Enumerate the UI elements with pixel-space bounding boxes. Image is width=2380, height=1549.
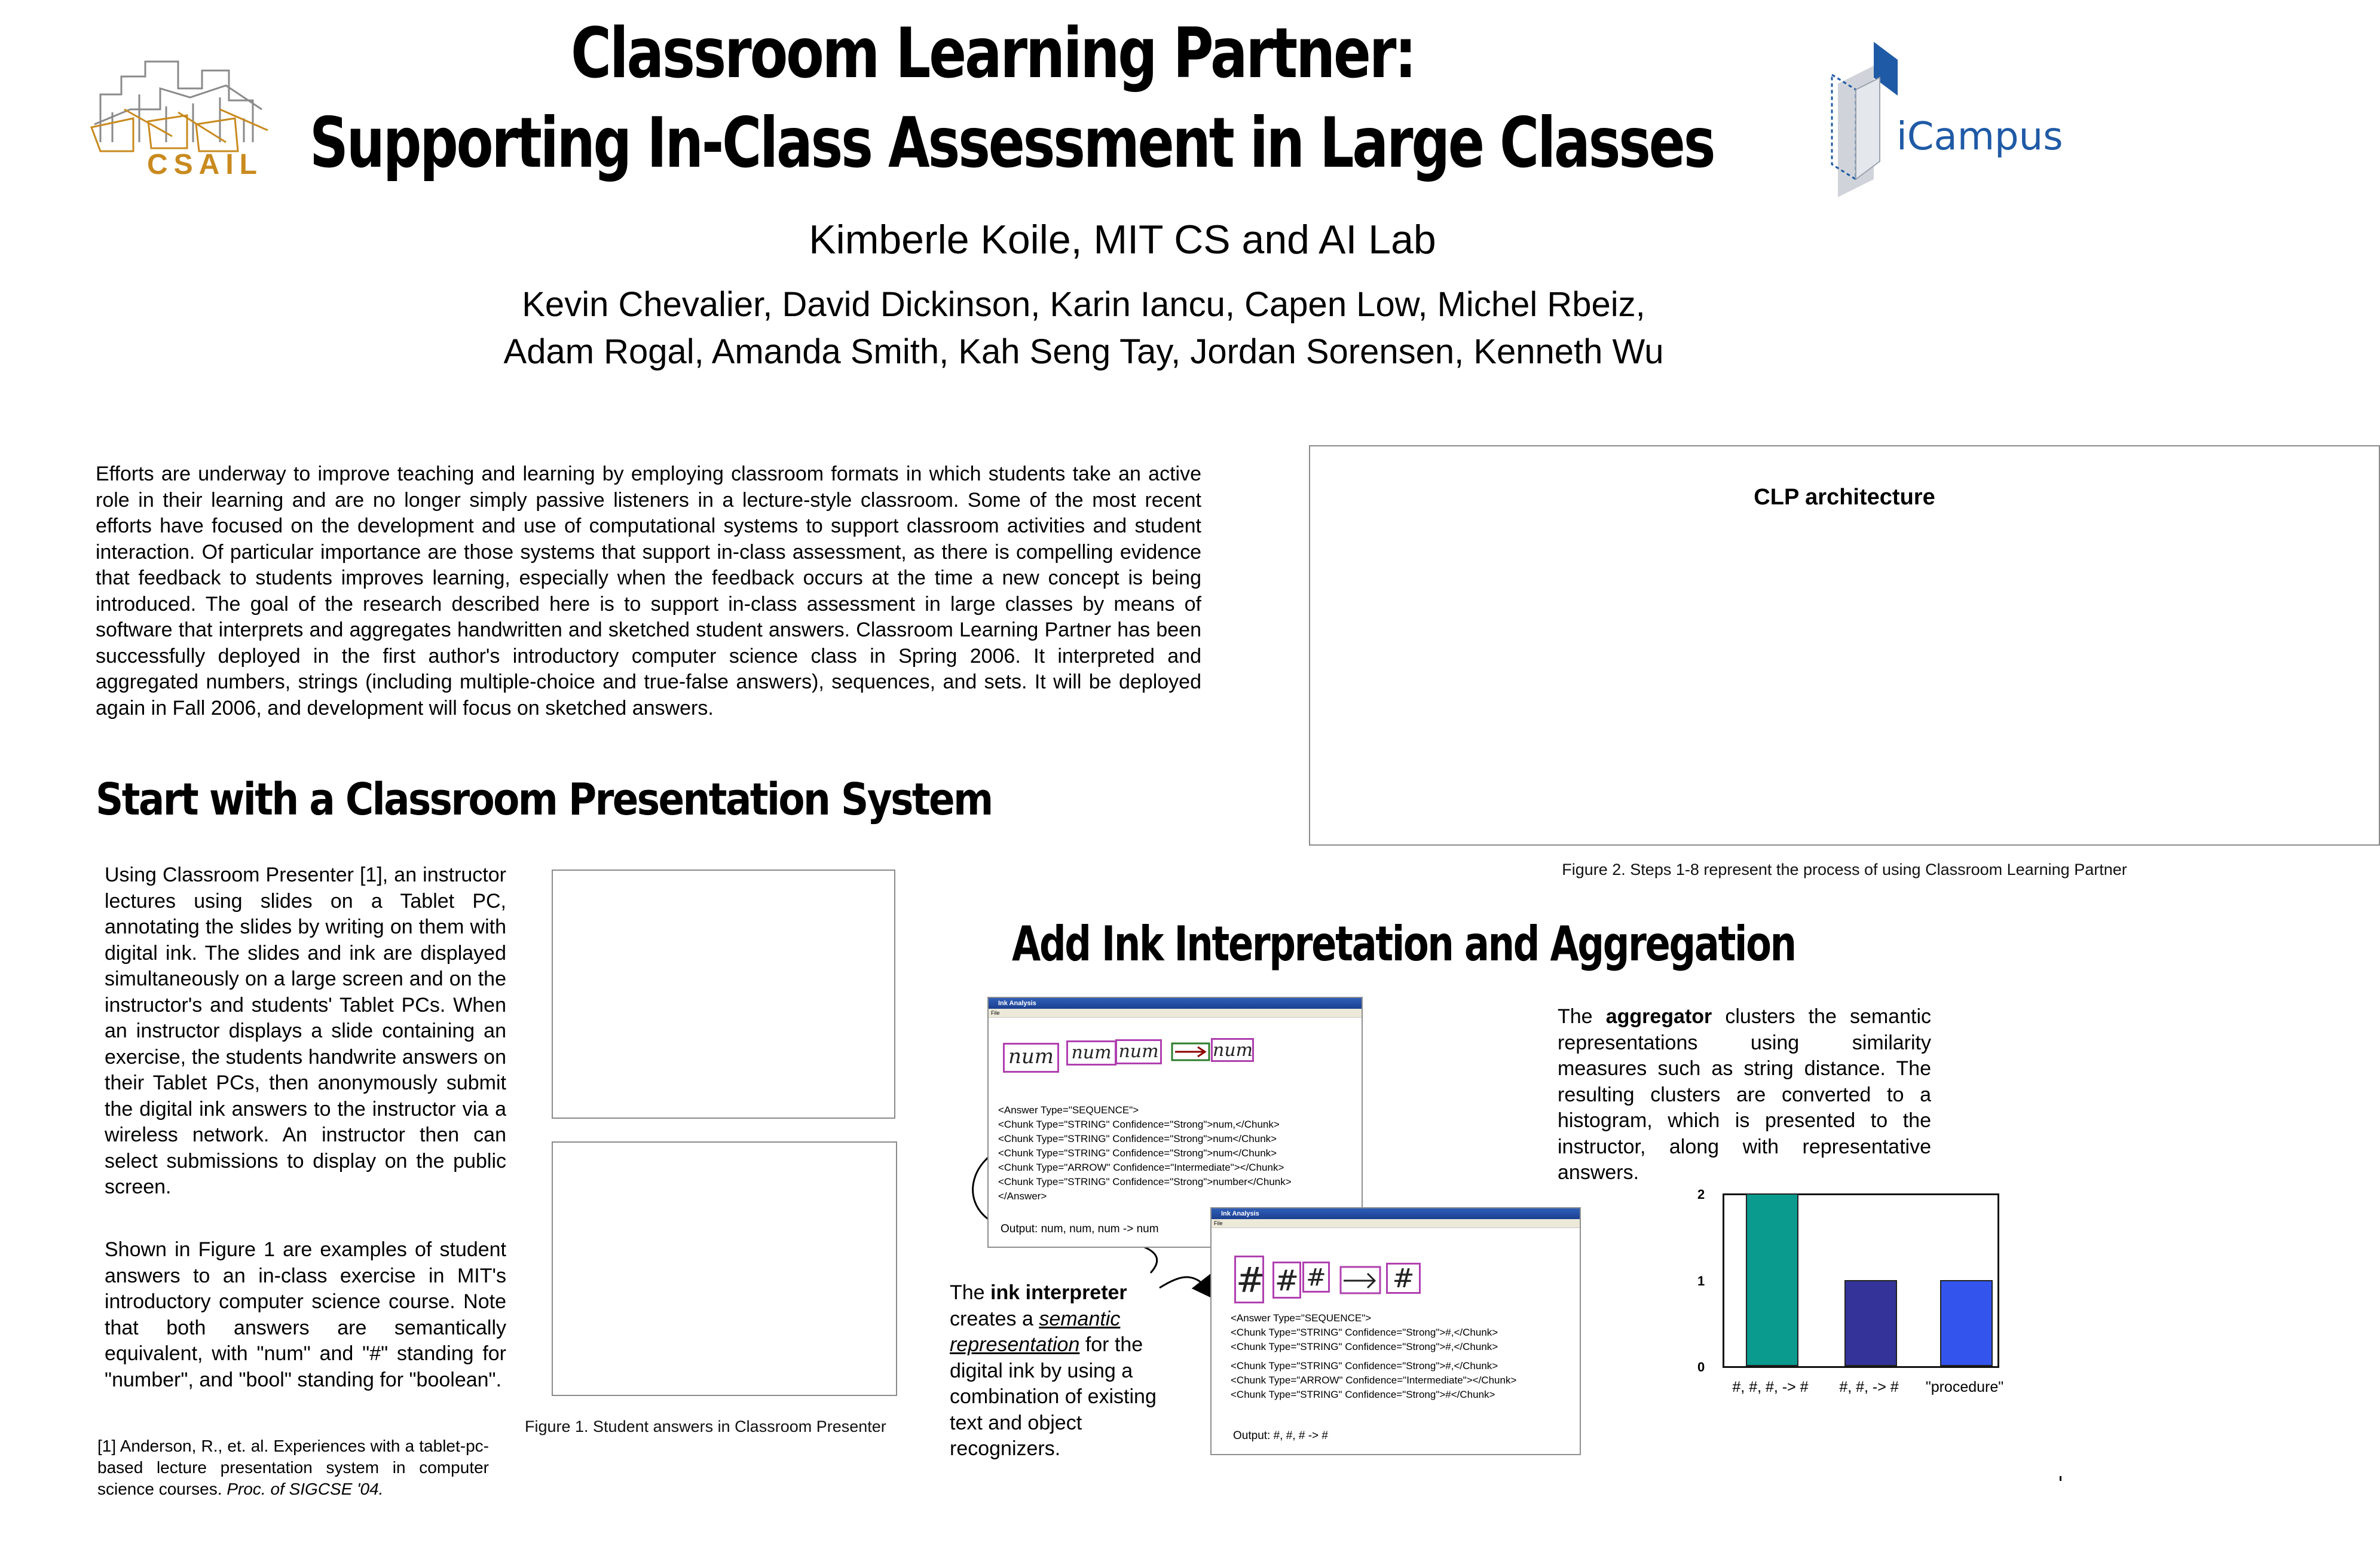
window1-ink-num-1: num: [1003, 1043, 1059, 1073]
icampus-logo-text: iCampus: [1896, 115, 2063, 159]
histogram-category-label: "procedure": [1925, 1379, 2004, 1395]
window1-xml-line: <Chunk Type="STRING" Confidence="Strong">num</Chunk>: [998, 1133, 1277, 1144]
aggregator-pre: The: [1558, 1005, 1606, 1028]
histogram-bar: [1844, 1280, 1897, 1367]
window1-ink-num-2: num: [1066, 1040, 1116, 1066]
section2-heading: Add Ink Interpretation and Aggregation: [1012, 916, 1795, 972]
window1-xml-block: [998, 1103, 1292, 1204]
figure1-caption: Figure 1. Student answers in Classroom Presenter: [525, 1418, 886, 1435]
csail-logo-text: CSAIL: [147, 149, 263, 180]
csail-skyline-icon: [88, 53, 274, 154]
window2-output: Output: #, #, # -> #: [1233, 1429, 1328, 1442]
window2-ink-row: [1212, 1228, 1580, 1300]
coauthors-line2: Adam Rogal, Amanda Smith, Kah Seng Tay, Jordan Sorensen, Kenneth Wu: [503, 332, 1664, 371]
histogram-bar: [1746, 1193, 1798, 1366]
window1-ink-row: [989, 1018, 1362, 1072]
figure2-caption: Figure 2. Steps 1-8 represent the process of using Classroom Learning Partner: [1562, 861, 2127, 878]
window1-output: Output: num, num, num -> num: [1001, 1223, 1159, 1235]
window2-ink-hash-1: #: [1234, 1256, 1264, 1303]
reference-venue: Proc. of SIGCSE '04.: [227, 1480, 384, 1498]
window2-ink-hash-4: #: [1386, 1263, 1421, 1294]
window2-xml-line: <Chunk Type="STRING" Confidence="Strong">#,</Chunk>: [1231, 1327, 1498, 1338]
window2-xml-block: [1231, 1311, 1516, 1402]
figure1-answer-image-top: [552, 870, 895, 1119]
aggregator-text: clusters the semantic representations using similarity measures such as string distance. The resulting clusters are converted to a histogram, which is presented to the instructor, along with representative answers.: [1558, 1005, 1931, 1184]
window2-ink-hash-3: #: [1302, 1262, 1330, 1293]
window1-menu[interactable]: File: [989, 1009, 1362, 1018]
window1-title: Ink Analysis: [989, 998, 1362, 1009]
histogram-category-label: #, #, -> #: [1839, 1379, 1899, 1395]
interp-pre: The: [950, 1281, 991, 1304]
clp-architecture-figure: [1309, 445, 2380, 846]
aggregator-paragraph: [1558, 1004, 1931, 1186]
edge-mark: [2060, 1476, 2061, 1481]
window2-xml-line: <Answer Type="SEQUENCE">: [1231, 1312, 1372, 1324]
histogram-plot-area: [1723, 1193, 1999, 1368]
window1-xml-line: <Answer Type="SEQUENCE">: [998, 1104, 1139, 1116]
window1-xml-line: <Chunk Type="STRING" Confidence="Strong">num,</Chunk>: [998, 1119, 1280, 1130]
window2-xml-line: <Chunk Type="STRING" Confidence="Strong">#</Chunk>: [1231, 1389, 1495, 1400]
reference-citation: [97, 1435, 489, 1500]
poster-title-line2: Supporting In-Class Assessment in Large Classes: [310, 103, 1714, 183]
figure1-answer-image-bottom: [552, 1141, 897, 1396]
icampus-building-icon: [1820, 42, 1916, 185]
window2-xml-line: <Chunk Type="STRING" Confidence="Strong">#,</Chunk>: [1231, 1341, 1498, 1352]
interp-semantic: semantic representation: [950, 1307, 1121, 1356]
section1-heading: Start with a Classroom Presentation System: [96, 774, 992, 825]
window2-xml-line: <Chunk Type="STRING" Confidence="Strong">#,</Chunk>: [1231, 1360, 1498, 1372]
author-main: Kimberle Koile, MIT CS and AI Lab: [809, 217, 1436, 262]
window2-ink-arrow-icon: [1340, 1266, 1381, 1294]
abstract-paragraph: Efforts are underway to improve teaching and learning by employing classroom formats in which students take an active role in their learning and are no longer simply passive listeners in a lecture-style classroom. Some of the most recent efforts have focused on the development and use of computational systems to support classroom activities and student interaction. Of particular importance are those systems that support in-class assessment, as there is compelling evidence that feedback to students improves learning, especially when the feedback occurs at the time a new concept is being introduced. The goal of the research described here is to support in-class assessment in large classes by means of software that interprets and aggregates handwritten and sketched student answers. Classroom Learning Partner has been successfully deployed in the first author's introductory computer science class in Spring 2006. It interpreted and aggregated numbers, strings (including multiple-choice and true-false answers), sequences, and sets. It will be deployed again in Fall 2006, and development will focus on sketched answers.: [96, 463, 1201, 720]
aggregation-histogram: [1650, 1186, 2008, 1425]
histogram-y-tick-label: 2: [1697, 1187, 1705, 1202]
interp-term: ink interpreter: [990, 1281, 1127, 1304]
histogram-category-label: #, #, #, -> #: [1732, 1379, 1809, 1395]
window2-xml-line: <Chunk Type="ARROW" Confidence="Intermediate"></Chunk>: [1231, 1374, 1517, 1386]
window2-title: Ink Analysis: [1212, 1208, 1580, 1219]
section1-paragraph2: Shown in Figure 1 are examples of student answers to an in-class exercise in MIT's introductory computer science course. Note that both answers are semantically equivalent, with "num" and "#" standing for "number", and "bool" standing for "boolean".: [105, 1238, 506, 1391]
poster-title-line1: Classroom Learning Partner:: [571, 13, 1415, 94]
window2-menu[interactable]: File: [1212, 1219, 1580, 1228]
aggregator-term: aggregator: [1605, 1005, 1712, 1028]
window1-xml-line: <Chunk Type="STRING" Confidence="Strong">num</Chunk>: [998, 1147, 1277, 1159]
reference-text: [1] Anderson, R., et. al. Experiences with a tablet-pc-based lecture presentation system in computer science courses.: [97, 1437, 489, 1498]
interp-post: for the digital ink by using a combination of existing text and object recognizers.: [950, 1333, 1157, 1460]
interp-mid: creates a: [950, 1307, 1039, 1330]
window1-xml-line: </Answer>: [998, 1190, 1047, 1202]
csail-logo: [88, 53, 274, 181]
clp-architecture-title: CLP architecture: [1754, 485, 1935, 510]
section1-paragraph1: Using Classroom Presenter [1], an instructor lectures using slides on a Tablet PC, annotating the slides by writing on them with digital ink. The slides and ink are displayed simultaneously on a large screen and on the instructor's and students' Tablet PCs. When an instructor displays a slide containing an exercise, the students handwrite answers on their Tablet PCs, then anonymously submit the digital ink answers to the instructor via a wireless network. An instructor then can select submissions to display on the public screen.: [105, 864, 506, 1198]
window1-ink-arrow-icon: [1171, 1043, 1210, 1061]
icampus-logo: [1820, 42, 2063, 185]
histogram-y-tick-label: 1: [1697, 1273, 1705, 1288]
window1-xml-line: <Chunk Type="STRING" Confidence="Strong">number</Chunk>: [998, 1176, 1292, 1187]
ink-analysis-window-2[interactable]: [1210, 1207, 1581, 1455]
coauthors-line1: Kevin Chevalier, David Dickinson, Karin Iancu, Capen Low, Michel Rbeiz,: [522, 285, 1645, 324]
histogram-bar: [1940, 1280, 1993, 1367]
histogram-y-tick-label: 0: [1697, 1360, 1705, 1374]
window1-xml-line: <Chunk Type="ARROW" Confidence="Intermediate"></Chunk>: [998, 1162, 1284, 1173]
window1-ink-num-4: num: [1211, 1038, 1254, 1062]
window2-ink-hash-2: #: [1272, 1262, 1301, 1299]
window1-ink-num-3: num: [1115, 1039, 1162, 1064]
